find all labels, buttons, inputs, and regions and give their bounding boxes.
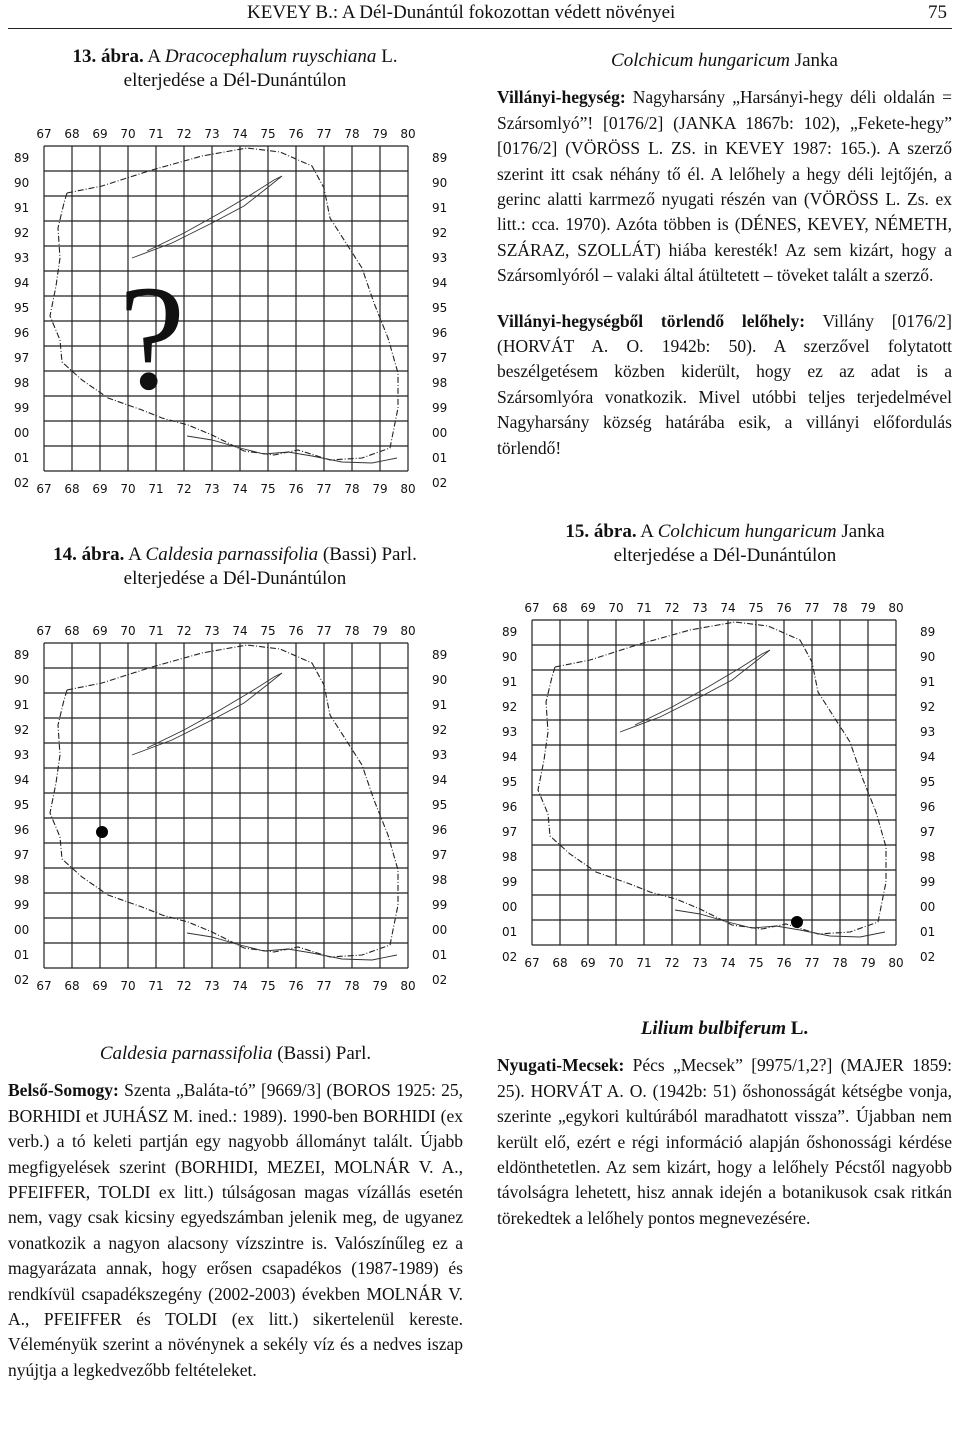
colchicum-p2-text: Villány [0176/2] (HORVÁT A. O. 1942b: 50). A szerzővel folytatott beszélgetésem közben kiderült, hogy ez az adat is a Szársomlyóra vonatkozik. Mivel utóbbi teljes terjedelmével Nagyharsány község határába esik, a villányi előfordulás törlendő! (497, 310, 953, 458)
grid-label-left: 99 (14, 898, 30, 912)
grid-label-bottom: 74 (232, 979, 248, 993)
grid-label-left: 98 (502, 850, 518, 864)
caldesia-title-taxon: Caldesia parnassifolia (99, 1043, 273, 1064)
grid-label-top: 67 (36, 624, 52, 638)
grid-label-right: 97 (432, 351, 448, 365)
grid-label-left: 94 (14, 773, 30, 787)
grid-label-right: 91 (920, 675, 936, 689)
grid-label-left: 91 (502, 675, 518, 689)
grid-label-right: 96 (432, 326, 448, 340)
region-boundary (538, 622, 886, 934)
grid-label-bottom: 80 (400, 979, 416, 993)
grid-label-bottom: 76 (776, 956, 792, 970)
grid-label-bottom: 71 (148, 979, 164, 993)
figure-14-author: (Bassi) Parl. (322, 544, 417, 565)
region-boundary (50, 148, 398, 460)
grid-label-top: 80 (400, 624, 416, 638)
grid-label-top: 77 (316, 127, 332, 141)
colchicum-p1-label: Villányi-hegység: (497, 87, 626, 108)
grid-label-top: 70 (120, 127, 136, 141)
grid-label-right: 94 (432, 276, 448, 290)
caldesia-title-author: (Bassi) Parl. (277, 1043, 372, 1064)
grid-label-bottom: 80 (888, 956, 904, 970)
grid-label-bottom: 68 (552, 956, 568, 970)
grid-label-bottom: 68 (64, 979, 80, 993)
grid-label-top: 75 (260, 127, 276, 141)
figure-13-caption-line2: elterjedése a Dél-Dunántúlon (123, 70, 347, 91)
grid-label-top: 72 (176, 127, 192, 141)
grid-label-right: 93 (432, 251, 448, 265)
grid-label-right: 99 (432, 401, 448, 415)
lilium-paragraph-1 (497, 1053, 952, 1231)
figure-14-article: A (128, 544, 141, 565)
grid-label-top: 68 (64, 624, 80, 638)
grid-label-left: 99 (502, 875, 518, 889)
river-line (187, 436, 397, 463)
colchicum-title-author: Janka (794, 50, 838, 71)
grid-label-top: 80 (888, 601, 904, 615)
grid-label-bottom: 73 (204, 482, 220, 496)
grid-label-right: 97 (432, 848, 448, 862)
figure-13-article: A (147, 46, 161, 67)
figure-14-map (12, 615, 462, 1020)
grid-label-right: 91 (432, 201, 448, 215)
figure-14-caption (0, 543, 470, 591)
grid-label-top: 69 (92, 624, 108, 638)
grid-label-top: 75 (260, 624, 276, 638)
grid-label-top: 74 (720, 601, 736, 615)
grid-label-bottom: 77 (804, 956, 820, 970)
grid-label-left: 96 (14, 326, 30, 340)
grid-label-bottom: 78 (344, 979, 360, 993)
grid-label-left: 00 (14, 426, 30, 440)
grid-label-right: 90 (432, 673, 448, 687)
grid-label-top: 78 (832, 601, 848, 615)
grid-label-bottom: 69 (92, 979, 108, 993)
grid-label-bottom: 67 (36, 979, 52, 993)
grid-label-left: 90 (14, 176, 30, 190)
grid-label-right: 02 (920, 950, 936, 964)
grid-label-top: 68 (64, 127, 80, 141)
grid-label-bottom: 71 (148, 482, 164, 496)
grid-label-bottom: 74 (232, 482, 248, 496)
grid-label-top: 73 (204, 624, 220, 638)
grid-label-left: 90 (14, 673, 30, 687)
grid-label-top: 76 (776, 601, 792, 615)
grid-label-top: 71 (148, 624, 164, 638)
grid-label-left: 89 (14, 648, 30, 662)
figure-14-number: 14. ábra. (53, 544, 125, 565)
grid-label-left: 95 (14, 798, 30, 812)
grid-label-right: 95 (432, 301, 448, 315)
figure-14-taxon: Caldesia parnassifolia (145, 544, 319, 565)
grid-label-top: 75 (748, 601, 764, 615)
grid-label-left: 98 (14, 873, 30, 887)
colchicum-p1-text: Nagyharsány „Harsányi-hegy déli oldalán = Szársomlyó”! [0176/2] (JANKA 1867b: 102), „Fekete-hegy” [0176/2] (VÖRÖSS L. ZS. in KEVEY 1987: 165.). A szerző szerint itt csak néhány tő él. A lelőhely a hegy déli lejtőjén, a gerinc alatti karrmező nyugati részén van (VÖRÖSS L. Zs. ex litt.: cca. 1970). Azóta többen is (DÉNES, KEVEY, NÉMETH, SZÁRAZ, SZOLLÁT) hiába keresték! Az sem kizárt, hogy a Szársomlyóról – valaki által átültetett – töveket talált a szerző. (497, 87, 953, 286)
grid-label-bottom: 78 (344, 482, 360, 496)
grid-label-top: 77 (316, 624, 332, 638)
grid-label-bottom: 68 (64, 482, 80, 496)
figure-15-article: A (640, 521, 653, 542)
figure-15-map (500, 592, 950, 997)
colchicum-title (497, 48, 952, 73)
grid-label-right: 94 (432, 773, 448, 787)
grid-label-top: 73 (692, 601, 708, 615)
grid-label-top: 79 (372, 127, 388, 141)
grid-label-right: 89 (920, 625, 936, 639)
grid-label-right: 97 (920, 825, 936, 839)
grid-label-right: 90 (432, 176, 448, 190)
grid-label-top: 77 (804, 601, 820, 615)
grid-label-right: 00 (432, 923, 448, 937)
grid-label-left: 92 (14, 723, 30, 737)
grid-label-top: 73 (204, 127, 220, 141)
grid-label-bottom: 78 (832, 956, 848, 970)
figure-13-taxon: Dracocephalum ruyschiana (164, 46, 377, 67)
grid-label-left: 02 (14, 973, 30, 987)
river-line (187, 933, 397, 960)
grid-label-left: 95 (502, 775, 518, 789)
river-line (675, 910, 885, 937)
lilium-title-taxon: Lilium bulbiferum (640, 1018, 786, 1039)
occurrence-dot (96, 826, 108, 838)
figure-14-caption-line2: elterjedése a Dél-Dunántúlon (123, 568, 347, 589)
grid-label-right: 95 (920, 775, 936, 789)
lilium-section (497, 1016, 952, 1251)
grid-label-right: 02 (432, 973, 448, 987)
grid-label-right: 96 (920, 800, 936, 814)
grid-label-right: 02 (432, 476, 448, 490)
grid-label-right: 93 (920, 725, 936, 739)
figure-13-author: L. (381, 46, 398, 67)
grid-label-top: 67 (36, 127, 52, 141)
grid-label-left: 91 (14, 201, 30, 215)
grid-label-bottom: 70 (120, 979, 136, 993)
grid-label-right: 90 (920, 650, 936, 664)
grid-label-left: 02 (14, 476, 30, 490)
grid-label-right: 98 (920, 850, 936, 864)
grid-label-top: 69 (580, 601, 596, 615)
grid-label-left: 97 (14, 848, 30, 862)
grid-label-bottom: 75 (748, 956, 764, 970)
grid-label-bottom: 75 (260, 482, 276, 496)
colchicum-paragraph-2 (497, 309, 952, 461)
grid-label-left: 99 (14, 401, 30, 415)
colchicum-p2-label: Villányi-hegységből törlendő lelőhely: (497, 310, 806, 331)
lilium-title-author: L. (790, 1018, 809, 1039)
grid-label-bottom: 67 (36, 482, 52, 496)
grid-label-bottom: 79 (372, 979, 388, 993)
grid-label-top: 74 (232, 624, 248, 638)
figure-13-map (12, 118, 462, 523)
running-title: KEVEY B.: A Dél-Dunántúl fokozottan védett növényei (247, 2, 676, 23)
grid-label-left: 93 (14, 748, 30, 762)
grid-label-top: 76 (288, 624, 304, 638)
grid-label-left: 97 (502, 825, 518, 839)
grid-label-left: 96 (502, 800, 518, 814)
grid-label-right: 92 (432, 226, 448, 240)
grid-label-left: 92 (14, 226, 30, 240)
grid-label-bottom: 70 (608, 956, 624, 970)
unknown-locality-mark: ? (118, 255, 186, 421)
grid-label-top: 76 (288, 127, 304, 141)
grid-label-top: 78 (344, 624, 360, 638)
grid-label-right: 01 (432, 451, 448, 465)
grid-label-left: 97 (14, 351, 30, 365)
grid-label-bottom: 71 (636, 956, 652, 970)
grid-label-bottom: 69 (92, 482, 108, 496)
grid-label-top: 80 (400, 127, 416, 141)
grid-label-bottom: 72 (176, 979, 192, 993)
colchicum-title-taxon: Colchicum hungaricum (611, 50, 790, 71)
grid-label-right: 00 (920, 900, 936, 914)
grid-label-top: 71 (636, 601, 652, 615)
grid-label-top: 74 (232, 127, 248, 141)
grid-label-right: 98 (432, 873, 448, 887)
grid-label-left: 01 (14, 948, 30, 962)
grid-label-top: 67 (524, 601, 540, 615)
grid-label-bottom: 80 (400, 482, 416, 496)
grid-label-left: 00 (14, 923, 30, 937)
caldesia-section (8, 1041, 463, 1403)
grid-label-bottom: 79 (860, 956, 876, 970)
lilium-p1-label: Nyugati-Mecsek: (497, 1055, 625, 1076)
grid-label-right: 95 (432, 798, 448, 812)
grid-label-right: 00 (432, 426, 448, 440)
grid-label-bottom: 70 (120, 482, 136, 496)
figure-15-author: Janka (841, 521, 885, 542)
header-rule (8, 28, 952, 29)
grid-label-right: 91 (432, 698, 448, 712)
grid-label-bottom: 67 (524, 956, 540, 970)
running-header (0, 0, 960, 30)
grid-label-bottom: 76 (288, 979, 304, 993)
grid-label-right: 98 (432, 376, 448, 390)
grid-label-bottom: 79 (372, 482, 388, 496)
grid-label-left: 94 (502, 750, 518, 764)
grid-label-bottom: 77 (316, 482, 332, 496)
grid-label-right: 99 (432, 898, 448, 912)
grid-label-left: 90 (502, 650, 518, 664)
grid-label-top: 71 (148, 127, 164, 141)
grid-label-right: 92 (432, 723, 448, 737)
grid-label-left: 01 (14, 451, 30, 465)
figure-15-caption-line2: elterjedése a Dél-Dunántúlon (613, 545, 837, 566)
region-boundary (50, 645, 398, 957)
grid-label-right: 01 (920, 925, 936, 939)
grid-label-top: 70 (120, 624, 136, 638)
grid-label-bottom: 76 (288, 482, 304, 496)
grid-label-top: 68 (552, 601, 568, 615)
grid-label-bottom: 72 (664, 956, 680, 970)
caldesia-paragraph-1 (8, 1078, 463, 1383)
grid-label-left: 01 (502, 925, 518, 939)
grid-label-right: 96 (432, 823, 448, 837)
figure-15-taxon: Colchicum hungaricum (657, 521, 837, 542)
grid-label-top: 78 (344, 127, 360, 141)
grid-label-top: 72 (176, 624, 192, 638)
grid-label-left: 93 (14, 251, 30, 265)
grid-label-bottom: 77 (316, 979, 332, 993)
grid-label-bottom: 75 (260, 979, 276, 993)
grid-label-left: 89 (502, 625, 518, 639)
grid-label-right: 99 (920, 875, 936, 889)
caldesia-p1-label: Belső-Somogy: (8, 1080, 119, 1101)
grid-label-bottom: 74 (720, 956, 736, 970)
grid-label-right: 93 (432, 748, 448, 762)
grid-label-top: 79 (860, 601, 876, 615)
figure-13-caption (0, 45, 470, 93)
figure-15-caption (490, 520, 960, 568)
caldesia-title (8, 1041, 463, 1066)
grid-label-bottom: 73 (692, 956, 708, 970)
grid-label-right: 89 (432, 151, 448, 165)
grid-label-top: 72 (664, 601, 680, 615)
grid-label-left: 93 (502, 725, 518, 739)
grid-label-top: 79 (372, 624, 388, 638)
colchicum-section (497, 48, 952, 481)
grid-label-right: 01 (432, 948, 448, 962)
lilium-p1-text: Pécs „Mecsek” [9975/1,2?] (MAJER 1859: 25). HORVÁT A. O. (1942b: 51) őshonosságát kétségbe vonja, szerinte „egykori kultúrából maradhatott vissza”. Újabban nem került elő, ezért e régi információ alapján őshonossági kérdése eldönthetetlen. Az sem kizárt, hogy a lelőhely Pécstől nagyobb távolságra lehetett, hisz annak idején a botanikusok csak ritkán törekedtek a lelőhely pontos megnevezésére. (497, 1055, 952, 1228)
grid-label-top: 70 (608, 601, 624, 615)
figure-15-number: 15. ábra. (565, 521, 637, 542)
page-number: 75 (928, 2, 947, 23)
grid-label-left: 98 (14, 376, 30, 390)
grid-label-right: 89 (432, 648, 448, 662)
grid-label-bottom: 73 (204, 979, 220, 993)
figure-13-number: 13. ábra. (72, 46, 144, 67)
grid-label-bottom: 69 (580, 956, 596, 970)
grid-label-left: 89 (14, 151, 30, 165)
lilium-title (497, 1016, 952, 1041)
grid-label-left: 95 (14, 301, 30, 315)
grid-label-right: 94 (920, 750, 936, 764)
grid-label-left: 02 (502, 950, 518, 964)
grid-label-left: 91 (14, 698, 30, 712)
grid-label-left: 92 (502, 700, 518, 714)
caldesia-p1-text: Szenta „Baláta-tó” [9669/3] (BOROS 1925: 25, BORHIDI et JUHÁSZ M. ined.: 1989). 1990-ben BORHIDI (ex verb.) a tó keleti partján egy nagyobb állományt talált. Újabb megfigyelések szerint (BORHIDI, MEZEI, MOLNÁR V. A., PFEIFFER, TOLDI ex litt.) túlságosan magas vízállás esetén nem, vagy csak kicsiny egyedszámban jelenik meg, de ugyanez vonatkozik a nagyon alacsony vízszintre is. Valószínűleg ez a magyarázata annak, hogy erősen csapadékos (1987-1989) és rendkívül csapadékszegény (2002-2003) években MOLNÁR V. A., PFEIFFER és TOLDI (ex litt.) sikertelenül kereste. Véleményük szerint a növénynek a sekély víz és a nedves iszap nyújtja a legkedvezőbb feltételeket. (8, 1080, 463, 1380)
grid-label-top: 69 (92, 127, 108, 141)
grid-label-left: 00 (502, 900, 518, 914)
grid-label-left: 96 (14, 823, 30, 837)
grid-label-left: 94 (14, 276, 30, 290)
colchicum-paragraph-1 (497, 85, 952, 288)
grid-label-bottom: 72 (176, 482, 192, 496)
occurrence-dot (791, 916, 803, 928)
grid-label-right: 92 (920, 700, 936, 714)
